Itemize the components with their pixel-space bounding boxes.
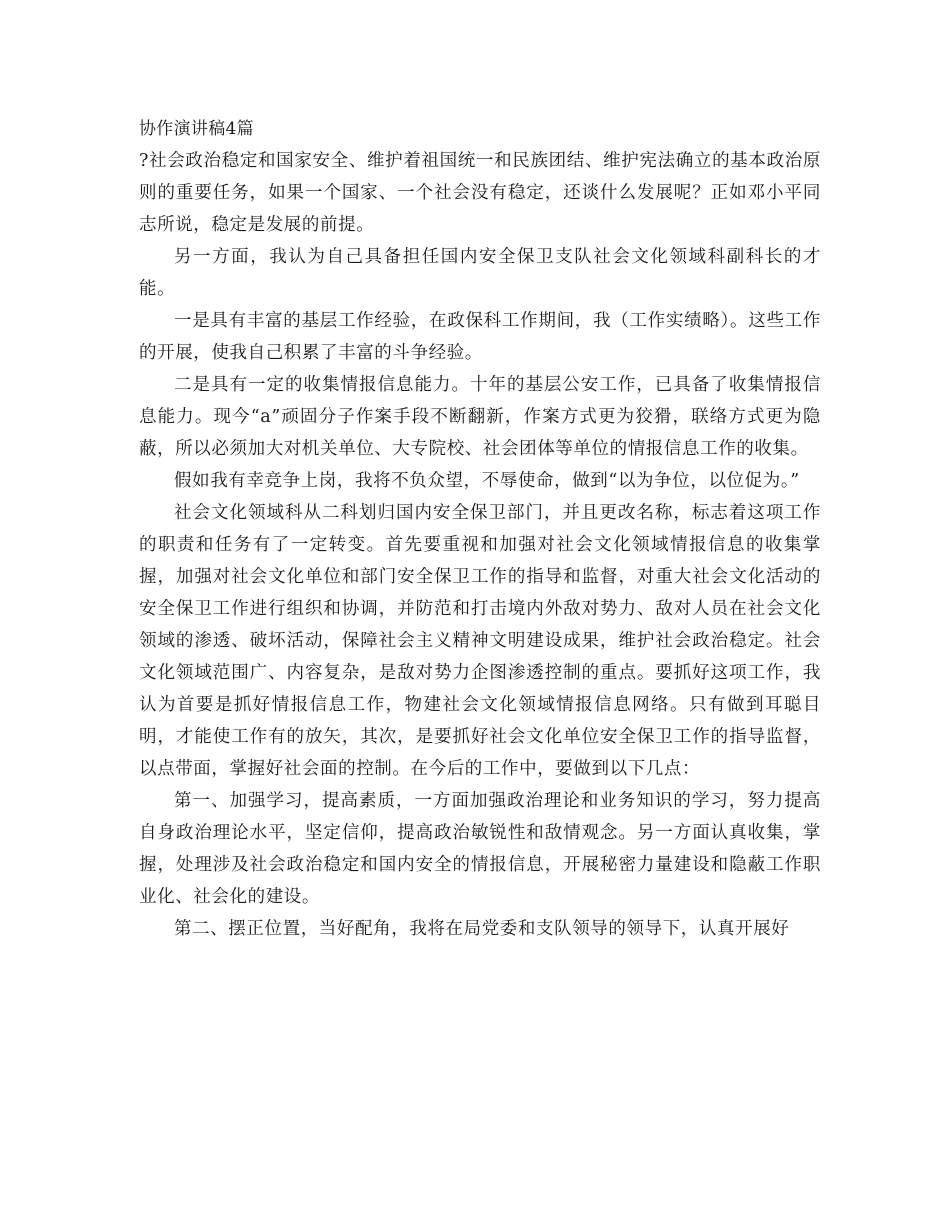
paragraph-8: 第二、摆正位置，当好配角，我将在局党委和支队领导的领导下，认真开展好: [174, 919, 790, 939]
paragraph-3: 一是具有丰富的基层工作经验，在政保科工作期间，我（工作实绩略）。这些工作的开展，使我自己积累了丰富的斗争经验。: [139, 311, 821, 363]
paragraph-5: 假如我有幸竞争上岗，我将不负众望，不辱使命，做到“以为争位，以位促为。”: [174, 471, 800, 491]
paragraph-2: 另一方面，我认为自己具备担任国内安全保卫支队社会文化领域科副科长的才能。: [139, 247, 821, 299]
paragraph-4: 二是具有一定的收集情报信息能力。十年的基层公安工作，已具备了收集情报信息能力。现今“a”顽固分子作案手段不断翻新，作案方式更为狡猾，联络方式更为隐蔽，所以必须加大对机关单位、大专院校、社会团体等单位的情报信息工作的收集。: [139, 375, 821, 459]
document-title: 协作演讲稿4篇: [139, 119, 254, 139]
document-body: [139, 114, 821, 945]
paragraph-6: 社会文化领域科从二科划归国内安全保卫部门，并且更改名称，标志着这项工作的职责和任务有了一定转变。首先要重视和加强对社会文化领域情报信息的收集掌握，加强对社会文化单位和部门安全保卫工作的指导和监督，对重大社会文化活动的安全保卫工作进行组织和协调，并防范和打击境内外敌对势力、敌对人员在社会文化领域的渗透、破坏活动，保障社会主义精神文明建设成果，维护社会政治稳定。社会文化领域范围广、内容复杂，是敌对势力企图渗透控制的重点。要抓好这项工作，我认为首要是抓好情报信息工作，物建社会文化领域情报信息网络。只有做到耳聪目明，才能使工作有的放矢，其次，是要抓好社会文化单位安全保卫工作的指导监督，以点带面，掌握好社会面的控制。在今后的工作中，要做到以下几点：: [139, 503, 821, 779]
paragraph-7: 第一、加强学习，提高素质，一方面加强政治理论和业务知识的学习，努力提高自身政治理论水平，坚定信仰，提高政治敏锐性和敌情观念。另一方面认真收集，掌握，处理涉及社会政治稳定和国内安全的情报信息，开展秘密力量建设和隐蔽工作职业化、社会化的建设。: [139, 791, 821, 907]
paragraph-1: ?社会政治稳定和国家安全、维护着祖国统一和民族团结、维护宪法确立的基本政治原则的重要任务，如果一个国家、一个社会没有稳定，还谈什么发展呢？正如邓小平同志所说，稳定是发展的前提。: [139, 151, 821, 235]
